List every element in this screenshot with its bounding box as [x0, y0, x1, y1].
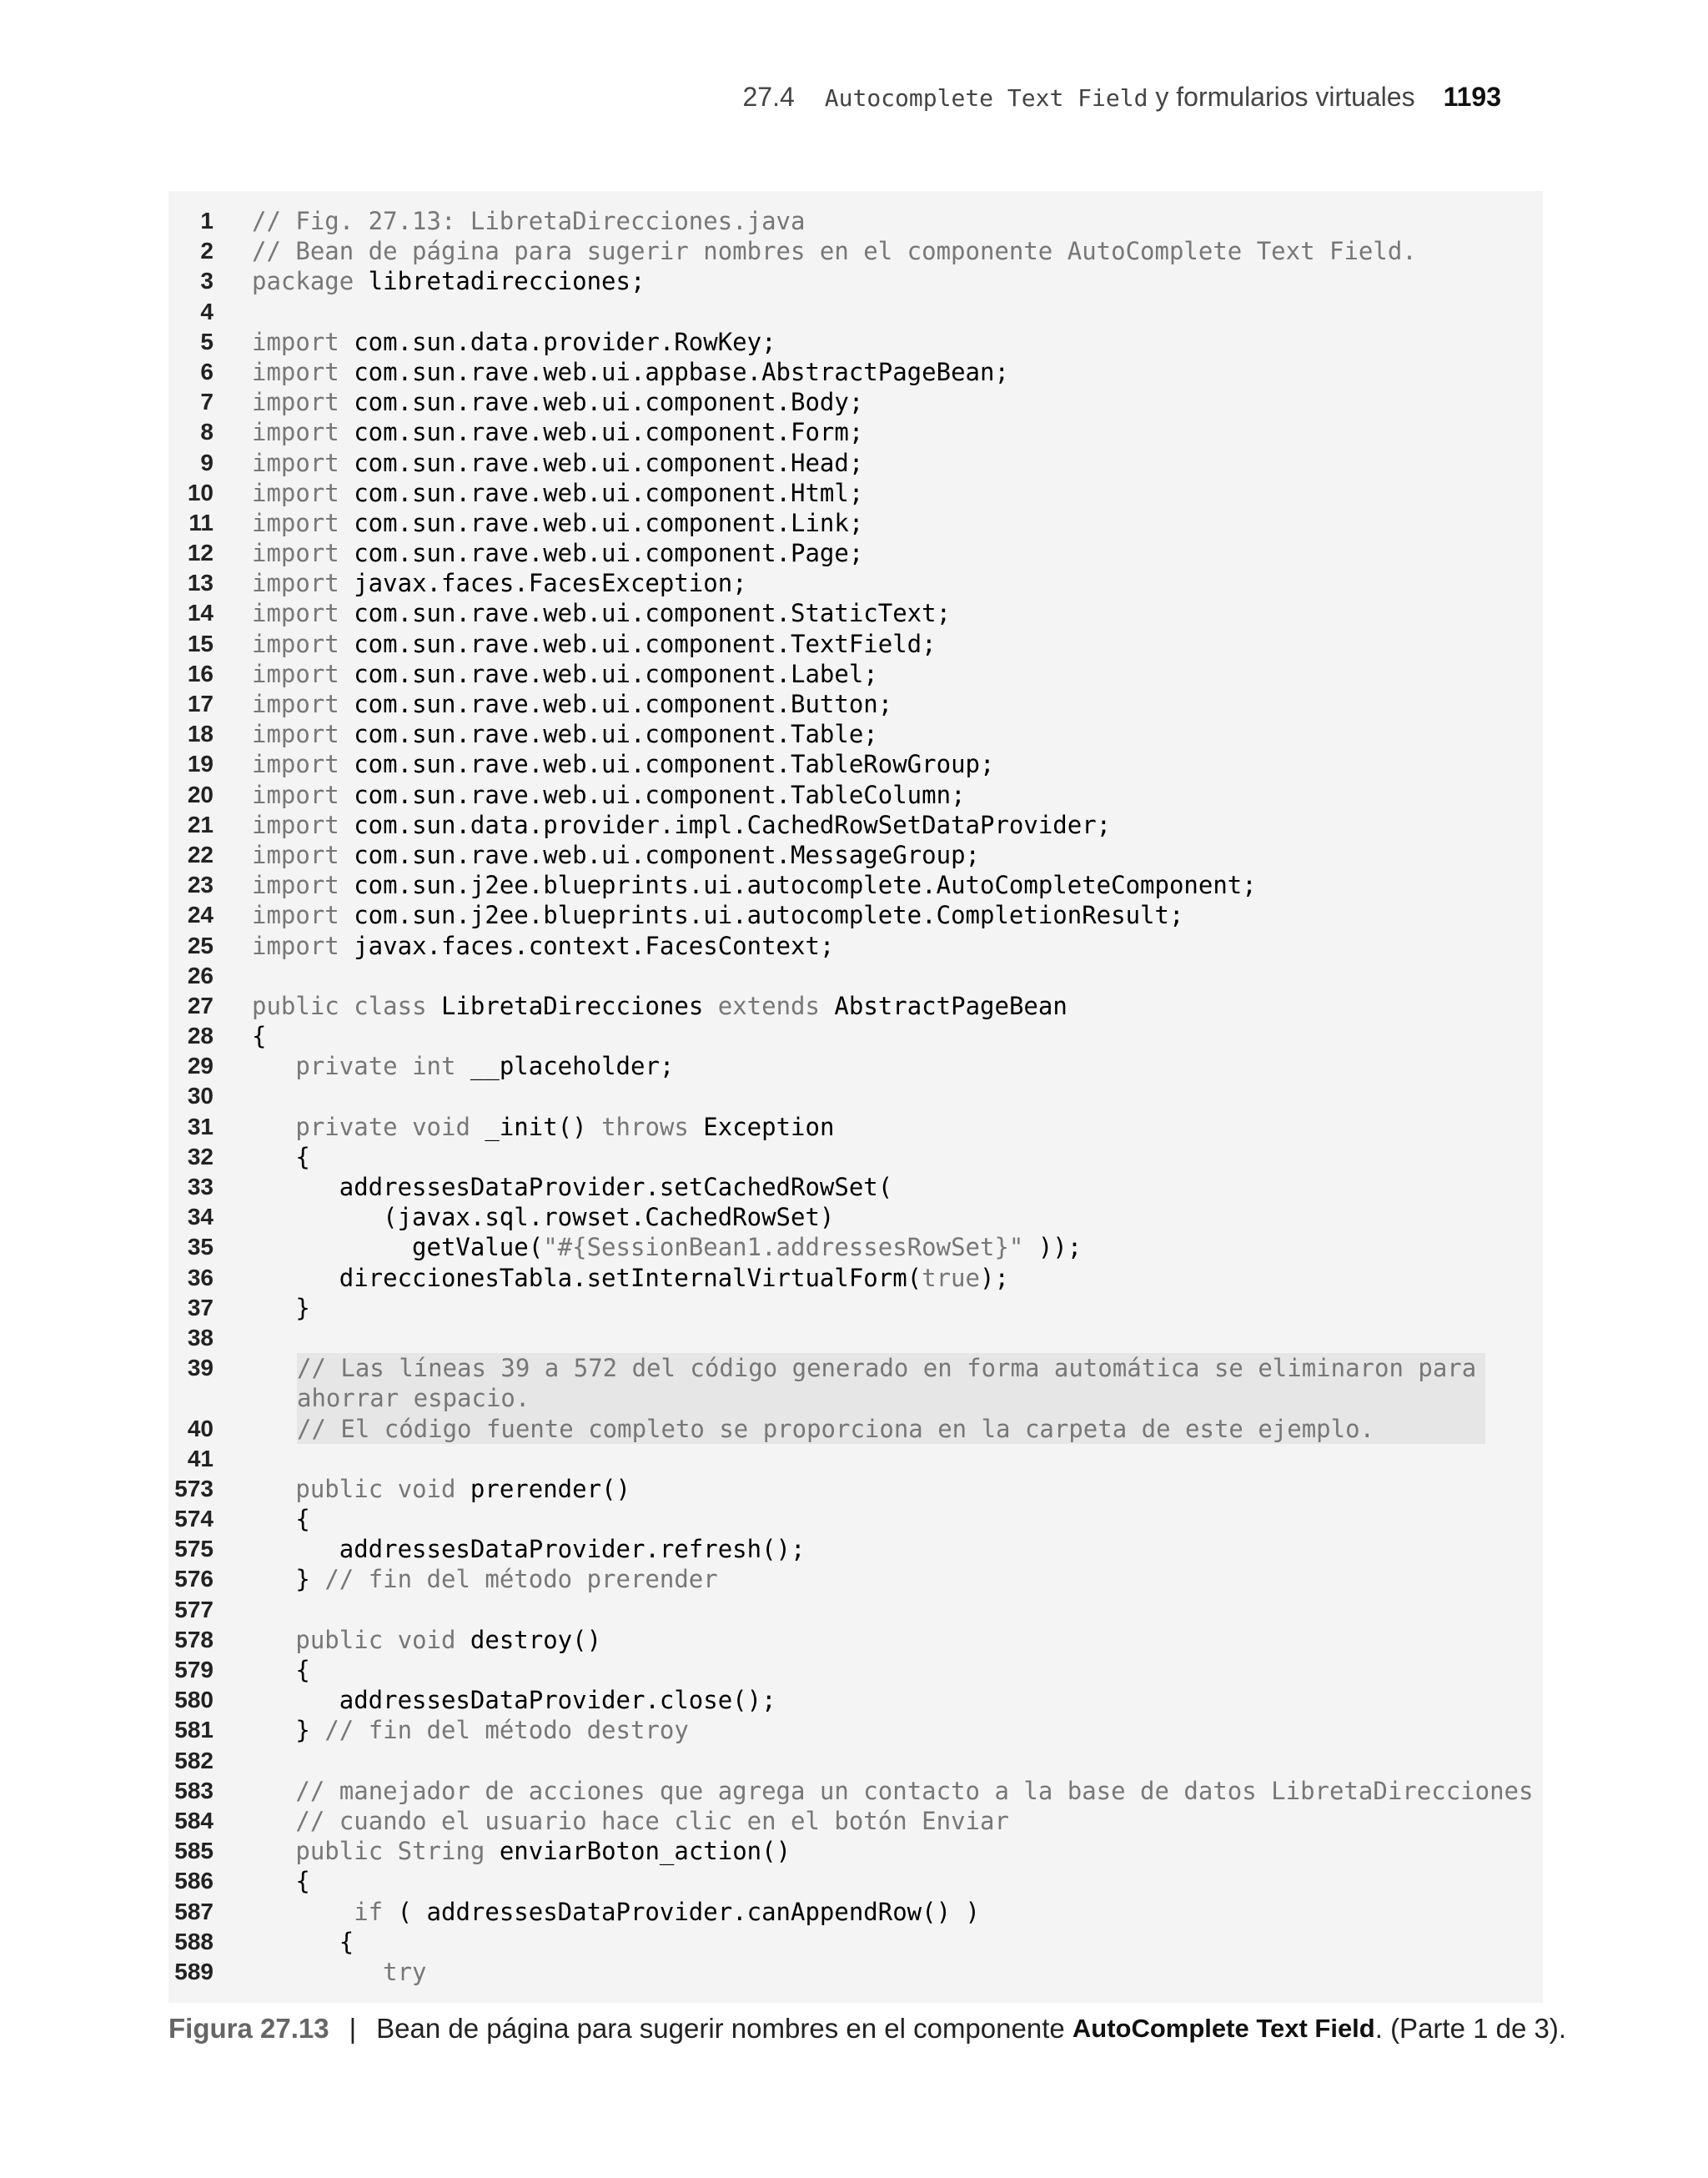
- code-line: [168, 1564, 1543, 1594]
- code-line: [168, 689, 1543, 719]
- section-number: 27.4: [742, 82, 795, 112]
- caption-text-after: . (Parte 1 de 3).: [1374, 2013, 1567, 2044]
- code-line: [168, 900, 1543, 930]
- code-text: import com.sun.rave.web.ui.component.Form;: [252, 418, 864, 447]
- line-number: 3: [200, 268, 214, 294]
- line-number: 10: [187, 479, 214, 506]
- line-number: 6: [200, 358, 214, 385]
- code-line: [168, 840, 1543, 870]
- code-listing: [168, 206, 1543, 1987]
- code-line: [168, 598, 1543, 628]
- code-text: (javax.sql.rowset.CachedRowSet): [252, 1203, 835, 1232]
- line-number: 28: [187, 1023, 214, 1049]
- code-text: public String enviarBoton_action(): [295, 1837, 791, 1866]
- line-number: 589: [174, 1958, 214, 1984]
- code-line: [168, 1595, 1543, 1625]
- line-number: 36: [187, 1264, 214, 1290]
- code-line: [168, 508, 1543, 538]
- code-text: import com.sun.data.provider.RowKey;: [252, 327, 776, 356]
- code-text: import com.sun.rave.web.ui.component.Html;: [252, 478, 864, 507]
- space: [1148, 82, 1155, 113]
- code-text: private int __placeholder;: [295, 1052, 675, 1081]
- code-text: import com.sun.rave.web.ui.component.Label;: [252, 659, 878, 688]
- code-text: import com.sun.j2ee.blueprints.ui.autocomplete.CompletionResult;: [252, 901, 1184, 930]
- line-number: 584: [174, 1807, 214, 1833]
- line-number: 577: [174, 1596, 214, 1622]
- code-line: [168, 1263, 1543, 1293]
- code-line: [168, 1685, 1543, 1715]
- line-number: 38: [187, 1324, 214, 1351]
- code-line: [168, 1625, 1543, 1655]
- line-number: 32: [187, 1143, 214, 1169]
- code-line: [168, 448, 1543, 478]
- code-text: addressesDataProvider.setCachedRowSet(: [252, 1173, 893, 1201]
- code-text: private void _init() throws Exception: [295, 1112, 835, 1141]
- line-number: 14: [187, 600, 214, 626]
- code-line: [168, 1444, 1543, 1474]
- line-number: 18: [187, 721, 214, 747]
- caption-separator: |: [349, 2013, 357, 2044]
- line-number: 30: [187, 1083, 214, 1109]
- code-text: import com.sun.rave.web.ui.component.Link;: [252, 508, 864, 537]
- code-text: try: [383, 1957, 427, 1986]
- code-text: import com.sun.rave.web.ui.component.TableColumn;: [252, 780, 966, 809]
- line-number: 23: [187, 872, 214, 898]
- code-text: import javax.faces.context.FacesContext;: [252, 931, 835, 960]
- line-number: 1: [200, 208, 214, 234]
- code-line: [168, 417, 1543, 447]
- code-line: [168, 1323, 1543, 1353]
- code-text: public void destroy(): [295, 1625, 602, 1654]
- code-line: [168, 719, 1543, 749]
- code-text: // Bean de página para sugerir nombres en el componente AutoComplete Text Field.: [252, 237, 1417, 266]
- line-number: 11: [188, 509, 214, 536]
- line-number: 16: [187, 660, 214, 687]
- code-line: [168, 1715, 1543, 1745]
- code-line: [168, 1293, 1543, 1323]
- code-text: addressesDataProvider.close();: [252, 1686, 776, 1715]
- code-line: [168, 538, 1543, 568]
- code-line: [168, 1866, 1543, 1896]
- line-number: 576: [174, 1566, 214, 1592]
- code-line: [168, 931, 1543, 961]
- line-number: 33: [187, 1174, 214, 1200]
- line-number: 588: [174, 1928, 214, 1954]
- code-line: [168, 1353, 1543, 1413]
- code-line: [168, 1112, 1543, 1142]
- caption-text-before: Bean de página para sugerir nombres en el componente: [376, 2013, 1065, 2044]
- code-line: [168, 1202, 1543, 1232]
- code-text: getValue("#{SessionBean1.addressesRowSet}" ));: [252, 1233, 1083, 1262]
- line-number: 582: [174, 1747, 214, 1773]
- code-line: [168, 810, 1543, 840]
- line-number: 4: [200, 298, 214, 324]
- line-number: 574: [174, 1506, 214, 1532]
- code-line: [168, 1655, 1543, 1685]
- code-text: } // fin del método destroy: [252, 1716, 689, 1745]
- code-text: import com.sun.rave.web.ui.component.TableRowGroup;: [252, 750, 995, 779]
- line-number: 575: [174, 1536, 214, 1562]
- code-line: [168, 1836, 1543, 1866]
- line-number: 21: [187, 811, 214, 837]
- code-text: {: [252, 1505, 310, 1534]
- code-text: public void prerender(): [295, 1474, 630, 1503]
- code-text: {: [252, 1656, 310, 1685]
- code-line: [168, 991, 1543, 1021]
- line-number: 17: [187, 691, 214, 717]
- line-number: 15: [187, 630, 214, 656]
- code-line: [168, 780, 1543, 810]
- line-number: 578: [174, 1626, 214, 1652]
- code-line: [168, 1474, 1543, 1504]
- code-text: import com.sun.j2ee.blueprints.ui.autocomplete.AutoCompleteComponent;: [252, 871, 1257, 900]
- code-line: [168, 1927, 1543, 1957]
- code-line: [168, 659, 1543, 689]
- section-title-text: y formularios virtuales: [1155, 82, 1415, 112]
- code-text: import com.sun.rave.web.ui.component.MessageGroup;: [252, 840, 980, 869]
- line-number: 5: [200, 328, 214, 355]
- line-number: 24: [187, 902, 214, 928]
- code-text: import com.sun.rave.web.ui.component.Button;: [252, 690, 893, 718]
- line-number: 7: [200, 389, 214, 415]
- code-line: [168, 568, 1543, 598]
- code-line: [168, 1957, 1543, 1987]
- code-line: [168, 236, 1543, 266]
- code-text: // cuando el usuario hace clic en el botón Enviar: [295, 1806, 1009, 1835]
- line-number: 41: [187, 1445, 214, 1471]
- code-text: import com.sun.rave.web.ui.component.Page;: [252, 539, 864, 568]
- line-number: 22: [187, 841, 214, 868]
- line-number: 40: [187, 1415, 214, 1441]
- code-line: [168, 387, 1543, 417]
- line-number: 27: [187, 992, 214, 1019]
- line-number: 26: [187, 962, 214, 988]
- code-text: import com.sun.data.provider.impl.CachedRowSetDataProvider;: [252, 810, 1112, 839]
- code-text: public class LibretaDirecciones extends AbstractPageBean: [252, 991, 1068, 1020]
- code-text: // Fig. 27.13: LibretaDirecciones.java: [252, 207, 806, 235]
- line-number: 573: [174, 1475, 214, 1501]
- code-text: import com.sun.rave.web.ui.component.Head;: [252, 448, 864, 477]
- line-number: 579: [174, 1657, 214, 1683]
- line-number: 580: [174, 1687, 214, 1713]
- code-line: [168, 1051, 1543, 1081]
- code-line: [168, 629, 1543, 659]
- line-number: 39: [187, 1355, 214, 1381]
- line-number: 12: [187, 540, 214, 566]
- code-text: addressesDataProvider.refresh();: [252, 1535, 806, 1564]
- page-number: 1193: [1443, 82, 1501, 112]
- caption-component-name: AutoComplete Text Field: [1072, 2014, 1375, 2043]
- code-line: [168, 1806, 1543, 1836]
- line-number: 2: [200, 238, 214, 264]
- line-number: 586: [174, 1868, 214, 1894]
- code-line: [168, 1534, 1543, 1564]
- line-number: 29: [187, 1053, 214, 1079]
- code-line: [168, 749, 1543, 779]
- code-line: [168, 1142, 1543, 1172]
- line-number: 583: [174, 1777, 214, 1803]
- line-number: 20: [187, 781, 214, 807]
- code-line: [168, 1232, 1543, 1262]
- code-text: {: [252, 1867, 310, 1896]
- code-line: [168, 1746, 1543, 1776]
- code-text: direccionesTabla.setInternalVirtualForm(true);: [252, 1263, 1009, 1292]
- code-line: [168, 961, 1543, 991]
- code-text: {: [252, 1927, 354, 1956]
- line-number: 34: [187, 1204, 214, 1230]
- code-line: [168, 1504, 1543, 1534]
- line-number: 13: [187, 570, 214, 596]
- line-number: 585: [174, 1838, 214, 1864]
- line-number: 25: [187, 932, 214, 958]
- running-head: [742, 82, 1501, 120]
- code-text: import com.sun.rave.web.ui.component.StaticText;: [252, 599, 952, 628]
- code-text: import com.sun.rave.web.ui.component.TextField;: [252, 629, 937, 658]
- code-line: [168, 1081, 1543, 1111]
- code-line: [168, 357, 1543, 387]
- line-number: 35: [187, 1234, 214, 1260]
- code-text: import com.sun.rave.web.ui.component.Body;: [252, 388, 864, 417]
- line-number: 19: [187, 751, 214, 777]
- line-number: 581: [174, 1717, 214, 1743]
- code-text: import javax.faces.FacesException;: [252, 569, 747, 598]
- code-text: {: [252, 1142, 310, 1171]
- figure-label: Figura 27.13: [168, 2013, 329, 2044]
- code-line: [168, 206, 1543, 236]
- code-text: }: [252, 1293, 310, 1322]
- section-title-mono: Autocomplete Text Field: [824, 84, 1148, 112]
- code-text: } // fin del método prerender: [252, 1565, 718, 1594]
- code-line: [168, 327, 1543, 357]
- code-line: [168, 1414, 1543, 1444]
- code-line: [168, 870, 1543, 900]
- code-text: // manejador de acciones que agrega un contacto a la base de datos LibretaDirecciones: [295, 1776, 1534, 1805]
- code-line: [168, 266, 1543, 296]
- code-text: package libretadirecciones;: [252, 267, 646, 296]
- code-line: [168, 297, 1543, 327]
- code-text: if ( addressesDataProvider.canAppendRow() ): [354, 1897, 980, 1926]
- code-line: [168, 1776, 1543, 1806]
- line-number: 37: [187, 1294, 214, 1320]
- code-line: [168, 1897, 1543, 1927]
- line-number: 587: [174, 1898, 214, 1924]
- figure-caption: [168, 2008, 1566, 2050]
- code-text: {: [252, 1022, 267, 1051]
- code-line: [168, 1172, 1543, 1202]
- line-number: 8: [200, 419, 214, 445]
- code-text: // El código fuente completo se proporciona en la carpeta de este ejemplo.: [297, 1414, 1485, 1444]
- code-text: // Las líneas 39 a 572 del código generado en forma automática se eliminaron para ahorrar espacio.: [297, 1354, 1491, 1413]
- code-line: [168, 478, 1543, 508]
- line-number: 31: [187, 1113, 214, 1139]
- code-line: [168, 1021, 1543, 1051]
- code-text: import com.sun.rave.web.ui.component.Table;: [252, 720, 878, 749]
- line-number: 9: [200, 449, 214, 475]
- code-text: import com.sun.rave.web.ui.appbase.AbstractPageBean;: [252, 357, 1009, 386]
